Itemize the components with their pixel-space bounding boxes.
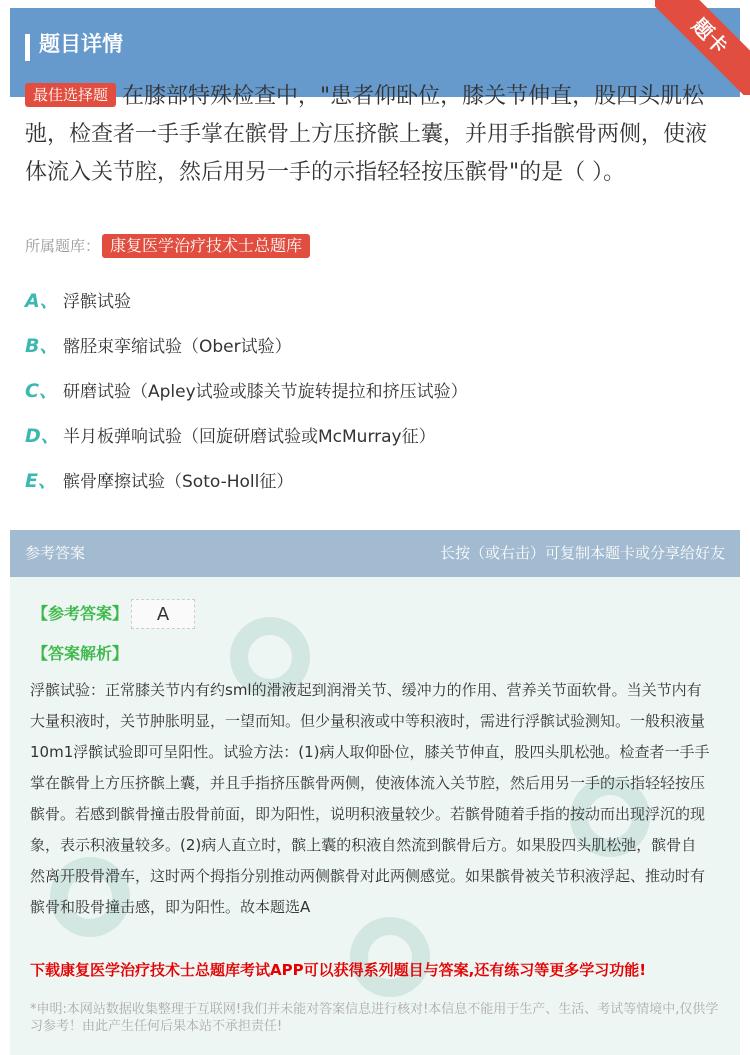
option-a[interactable] bbox=[25, 289, 131, 314]
disclaimer: *申明:本网站数据收集整理于互联网!我们并未能对答案信息进行核对!本信息不能用于生产、生活、考试等情境中,仅供学习参考！由此产生任何后果本站不承担责任! bbox=[30, 1002, 719, 1034]
source-tag[interactable]: 康复医学治疗技术士总题库 bbox=[102, 234, 310, 258]
option-text: 半月板弹响试验（回旋研磨试验或McMurray征） bbox=[63, 427, 436, 447]
answer-header bbox=[10, 530, 740, 577]
answer-body bbox=[10, 577, 740, 1055]
ribbon-label: 题卡 bbox=[655, 0, 750, 95]
option-letter: D、 bbox=[25, 425, 60, 447]
source-label: 所属题库： bbox=[25, 237, 101, 255]
option-letter: E、 bbox=[25, 470, 57, 492]
option-letter: C、 bbox=[25, 380, 58, 402]
question-type-tag: 最佳选择题 bbox=[25, 83, 116, 107]
option-e[interactable] bbox=[25, 469, 293, 494]
answer-section-title: 参考答案 bbox=[25, 544, 86, 562]
ref-answer-value: A bbox=[131, 599, 195, 629]
analysis-text: 浮髌试验：正常膝关节内有约sml的滑液起到润滑关节、缓冲力的作用、营养关节面软骨。当关节内有大量积液时，关节肿胀明显，一望而知。但少量积液或中等积液时，需进行浮髌试验测知。一般积液量10m1浮髌试验即可呈阳性。试验方法：(1)病人取仰卧位，膝关节伸直，股四头肌松弛。检查者一手手掌在髌骨上方压挤髌上囊，并且手指挤压髌骨两侧，使液体流入关节腔，然后用另一手的示指轻轻按压髌骨。若感到髌骨撞击股骨前面，即为阳性，说明积液量较少。若髌骨随着手指的按动而出现浮沉的现象，表示积液量较多。(2)病人直立时，髌上囊的积液自然流到髌骨后方。如果股四头肌松弛，髌骨自然离开股骨滑车，这时两个拇指分别推动两侧髌骨对此两侧感觉。如果髌骨被关节积液浮起、推动时有髌骨和股骨撞击感，即为阳性。故本题选A bbox=[30, 681, 710, 916]
header-accent bbox=[25, 34, 30, 61]
analysis-label: 【答案解析】 bbox=[32, 644, 129, 663]
option-letter: A、 bbox=[25, 290, 59, 312]
option-b[interactable] bbox=[25, 334, 292, 359]
option-text: 研磨试验（Apley试验或膝关节旋转提拉和挤压试验） bbox=[63, 382, 468, 402]
option-text: 髌骨摩擦试验（Soto-Holl征） bbox=[63, 472, 294, 492]
share-hint: 长按（或右击）可复制本题卡或分享给好友 bbox=[439, 544, 725, 562]
option-text: 髂胫束挛缩试验（Ober试验） bbox=[63, 337, 292, 357]
source bbox=[25, 234, 316, 258]
option-text: 浮髌试验 bbox=[63, 292, 131, 312]
option-d[interactable] bbox=[25, 424, 436, 449]
app-promo-link[interactable]: 下载康复医学治疗技术士总题库考试APP可以获得系列题目与答案,还有练习等更多学习功能! bbox=[30, 961, 647, 979]
question-text: 在膝部特殊检查中，"患者仰卧位，膝关节伸直，股四头肌松弛，检查者一手手掌在髌骨上方压挤髌上囊，并用手指髌骨两侧，使液体流入关节腔，然后用另一手的示指轻轻按压髌骨"的是（ ）。 bbox=[25, 84, 708, 185]
question bbox=[25, 78, 725, 192]
page-title: 题目详情 bbox=[39, 32, 123, 56]
option-c[interactable] bbox=[25, 379, 468, 404]
option-letter: B、 bbox=[25, 335, 59, 357]
watermark-logo bbox=[350, 917, 430, 997]
ref-answer-label: 【参考答案】 bbox=[32, 604, 129, 623]
